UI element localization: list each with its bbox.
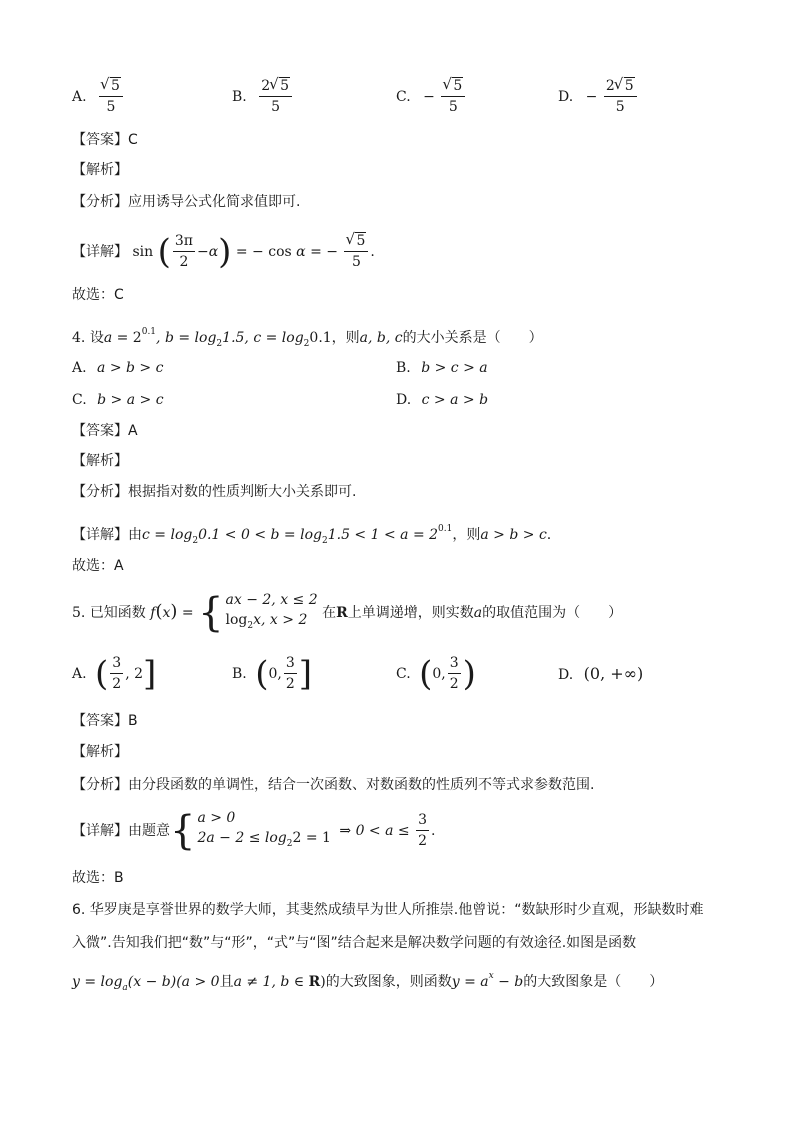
l3-y2: y = a [451, 974, 489, 990]
fenxi-tag: 【分析】 [72, 777, 128, 793]
denominator: 5 [615, 99, 625, 115]
answer-tag: 【答案】 [72, 423, 128, 439]
piecewise-cases [226, 590, 318, 636]
close-bracket: ) [462, 654, 476, 694]
var-a: a [473, 605, 483, 621]
q6-stem-line1: 6. 华罗庚是享誉世界的数学大师，其斐然成绩早为世人所推崇.他曾说：“数缺形时少直观，形缺数时难 [72, 902, 704, 918]
q5-choose: 故选：B [72, 870, 124, 886]
case2-sub: 2 [247, 621, 254, 631]
fx-arg: x [162, 605, 171, 621]
q5-option-d [558, 654, 643, 695]
fx: f [150, 605, 156, 621]
left-brace: { [170, 808, 196, 854]
fraction [110, 655, 123, 693]
question-number: 4. [72, 330, 86, 346]
l3-tail: 的大致图象是（ ） [523, 974, 664, 990]
a-def: = 2 [112, 330, 142, 346]
q5-option-a [72, 654, 156, 694]
a-exp: 0.1 [141, 327, 157, 337]
fraction [259, 78, 292, 116]
b-def: , b = log [156, 330, 217, 346]
l3-y: y = log [72, 974, 123, 990]
equals-minus: = − [310, 244, 338, 260]
option-label: B. [396, 360, 411, 376]
minus-alpha: −α [196, 244, 219, 260]
dcase2-pre: 2a − 2 ≤ log [197, 830, 287, 846]
var-a: a [103, 330, 113, 346]
b-rest: 1.5, c = log [222, 330, 304, 346]
option-expr: b > a > c [97, 392, 164, 408]
c-sub: 2 [303, 339, 310, 349]
answer-value: B [128, 713, 138, 729]
q4-option-c [72, 390, 164, 410]
vars: a, b, c [359, 330, 403, 346]
q4-stem [72, 322, 543, 354]
denominator: 2 [112, 676, 122, 692]
option-label: B. [232, 666, 247, 682]
open-bracket: ( [255, 654, 269, 694]
l3-minus: − b [493, 974, 524, 990]
option-label: A. [72, 89, 87, 105]
q5-analysis-tag: 【解析】 [72, 744, 128, 760]
fenxi-tag: 【分析】 [72, 194, 128, 210]
q3-option-b [232, 78, 294, 116]
denominator: 2 [285, 676, 295, 692]
q4-analysis-tag: 【解析】 [72, 453, 128, 469]
option-label: C. [72, 392, 87, 408]
l3-qie: 且 [219, 974, 234, 990]
alpha: α [296, 244, 306, 260]
d1: c = log [142, 527, 193, 543]
period: . [546, 527, 552, 543]
fraction [284, 655, 297, 693]
dcase2-post: 2 = 1 [292, 830, 331, 846]
case2-post: x, x > 2 [253, 612, 308, 628]
option-label: D. [558, 667, 574, 683]
radicand: 5 [280, 78, 290, 94]
close-bracket: ] [143, 654, 157, 694]
radicand: 5 [453, 78, 463, 94]
numerator: 3 [448, 655, 461, 674]
option-label: B. [232, 89, 247, 105]
option-expr: (0, +∞) [583, 664, 644, 683]
numerator: 3 [416, 812, 429, 831]
d3-exp: 0.1 [438, 524, 453, 534]
q4-choose: 故选：A [72, 558, 124, 574]
radicand: 5 [356, 233, 366, 249]
answer-tag: 【答案】 [72, 713, 128, 729]
pre: 0, [268, 666, 282, 682]
rest: , 2 [125, 666, 144, 682]
denominator: 2 [449, 676, 459, 692]
fraction [604, 78, 637, 116]
q3-analysis-tag: 【解析】 [72, 162, 128, 178]
l3-cond2: a ≠ 1, b ∈ [233, 974, 309, 990]
fraction [99, 78, 123, 116]
numerator: 3π [173, 233, 195, 252]
answer-tag: 【答案】 [72, 132, 128, 148]
option-expr: c > a > b [421, 392, 489, 408]
fraction [448, 655, 461, 693]
numerator: 3 [284, 655, 297, 674]
detail-mid: ，则 [452, 527, 481, 543]
q5-fenxi [72, 775, 594, 795]
answer-value: C [128, 132, 138, 148]
fraction [441, 78, 465, 116]
q3-answer [72, 130, 138, 150]
left-paren: ( [157, 232, 171, 272]
l3-close: ) [320, 974, 326, 990]
d2: 0.1 < 0 < b = log [198, 527, 322, 543]
case1: ax − 2, x ≤ 2 [225, 592, 318, 608]
stem-mid: 在 [322, 605, 337, 621]
fraction [416, 812, 429, 850]
q3-option-c [396, 78, 467, 116]
option-label: A. [72, 666, 87, 682]
d3: 1.5 < 1 < a = 2 [327, 527, 439, 543]
right-paren: ) [218, 232, 232, 272]
close-bracket: ] [298, 654, 313, 694]
stem-tail: 的大小关系是（ ） [402, 330, 543, 346]
xiangjie-tag: 【详解】 [72, 527, 128, 543]
fraction [173, 233, 195, 271]
q5-detail [72, 808, 435, 854]
q3-fenxi [72, 192, 300, 212]
c-rest: 0.1 [309, 330, 332, 346]
d4: a > b > c [480, 527, 547, 543]
radicand: 5 [624, 78, 634, 94]
l3-sub: a [122, 983, 128, 993]
stem-tail: 的取值范围为（ ） [482, 605, 623, 621]
stem-post: 上单调递增，则实数 [347, 605, 474, 621]
reals: R [336, 605, 348, 621]
l3-exp: x [488, 971, 494, 981]
denominator: 5 [106, 99, 116, 115]
q4-option-a [72, 358, 163, 378]
q6-stem-line2: 入微”.告知我们把“数”与“形”，“式”与“图”结合起来是解决数学问题的有效途径.如图是函数 [72, 935, 637, 951]
period: . [431, 823, 436, 839]
q5-option-b [232, 654, 312, 694]
pre: 0, [432, 666, 446, 682]
denominator: 2 [418, 833, 428, 849]
fraction [344, 233, 368, 271]
l3-cond1: (a > 0 [176, 974, 220, 990]
denominator: 5 [448, 99, 458, 115]
q5-option-c [396, 654, 476, 694]
fenxi-tag: 【分析】 [72, 484, 128, 500]
detail-pre: 由题意 [128, 823, 170, 839]
q4-answer [72, 421, 138, 441]
fenxi-text: 由分段函数的单调性，结合一次函数、对数函数的性质列不等式求参数范围. [128, 777, 595, 793]
detail-pre: 由 [128, 527, 142, 543]
equals: = [181, 605, 194, 621]
q4-option-d [396, 390, 488, 410]
option-label: D. [396, 392, 412, 408]
denominator: 5 [351, 254, 361, 270]
q5-stem: 5. 已知函数 f(x) = { ax − 2, x ≤ 2 $\log_2x$, x > 2 在R上单调递增，则实数a的取值范围为（ ） [72, 590, 623, 636]
left-brace: { [198, 590, 224, 636]
b-sub: 2 [216, 339, 223, 349]
coefficient: 2 [605, 78, 615, 94]
period: . [370, 244, 375, 260]
q3-option-d [558, 78, 639, 116]
numerator: 3 [110, 655, 123, 674]
l3-mid: 的大致图象，则函数 [325, 974, 452, 990]
q3-detail [72, 232, 375, 272]
dcase2-sub: 2 [286, 839, 293, 849]
q5-answer [72, 711, 138, 731]
equals-cos: = − cos [235, 244, 292, 260]
option-label: D. [558, 89, 574, 105]
option-label: C. [396, 89, 411, 105]
stem-pre: 设 [89, 330, 104, 346]
implies: ⇒ 0 < a ≤ [339, 823, 410, 839]
denominator: 5 [271, 99, 281, 115]
denominator: 2 [179, 254, 189, 270]
q4-detail [72, 519, 551, 551]
condition-cases [197, 808, 330, 854]
minus-sign: − [423, 89, 435, 105]
xiangjie-tag: 【详解】 [72, 244, 128, 260]
q4-option-b [396, 358, 488, 378]
fenxi-text: 应用诱导公式化简求值即可. [128, 194, 301, 210]
stem-post: ，则 [331, 330, 360, 346]
reals: R [308, 974, 321, 990]
sin-fn: sin [132, 244, 154, 260]
q3-choose: 故选：C [72, 287, 124, 303]
option-expr: b > c > a [421, 360, 488, 376]
option-expr: a > b > c [97, 360, 164, 376]
d1-sub: 2 [192, 536, 199, 546]
dcase1: a > 0 [197, 810, 236, 826]
d2-sub: 2 [321, 536, 328, 546]
xiangjie-tag: 【详解】 [72, 823, 128, 839]
stem-pre: 已知函数 [89, 605, 146, 621]
coefficient: 2 [261, 78, 271, 94]
minus-sign: − [585, 89, 598, 105]
answer-value: A [128, 423, 138, 439]
q3-option-a [72, 78, 125, 116]
question-number: 5. [72, 605, 86, 621]
option-label: A. [72, 360, 87, 376]
l3-arg: (x − b) [127, 974, 177, 990]
option-label: C. [396, 666, 411, 682]
open-bracket: ( [95, 654, 109, 694]
q6-stem-line3 [72, 966, 663, 998]
case2-pre: log [225, 612, 248, 628]
open-bracket: ( [419, 654, 433, 694]
radicand: 5 [111, 78, 120, 94]
q4-fenxi [72, 482, 356, 502]
fenxi-text: 根据指对数的性质判断大小关系即可. [128, 484, 357, 500]
